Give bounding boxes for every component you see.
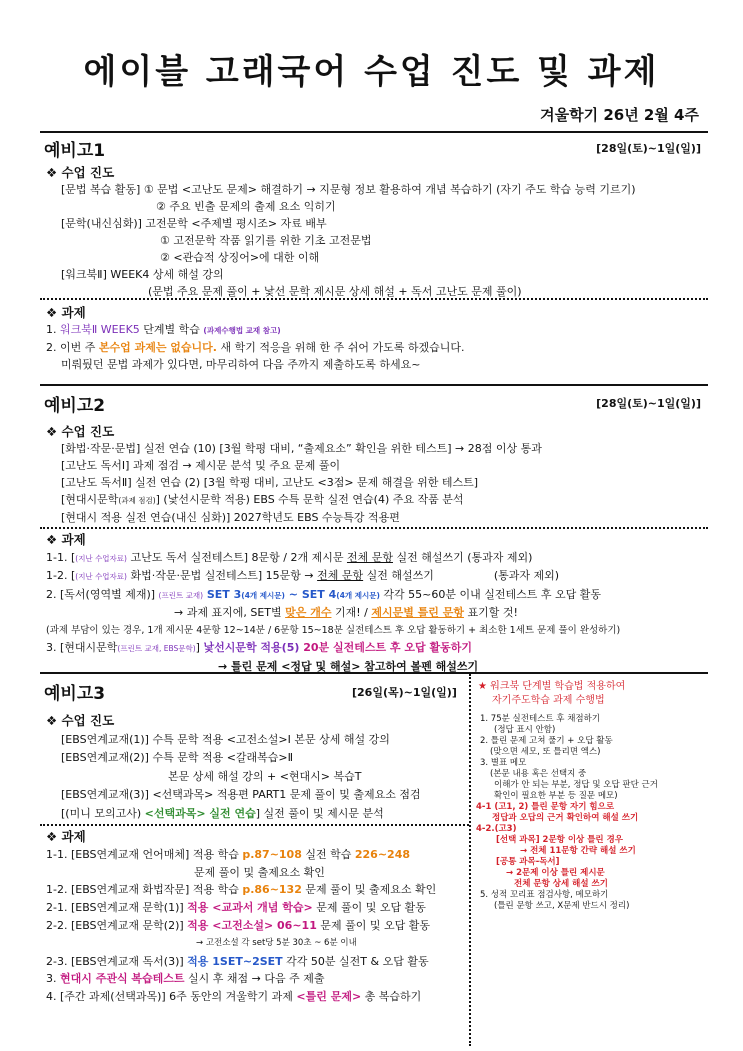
dotted-divider bbox=[40, 824, 469, 826]
side-line: (틀린 문항 쓰고, X문제 반드시 정리) bbox=[494, 901, 630, 911]
side-heading bbox=[478, 680, 625, 708]
progress-heading: ❖ 수업 진도 bbox=[46, 424, 115, 439]
side-list bbox=[476, 714, 658, 912]
homework-line: 3. 현대시 주관식 복습테스트 실시 후 채점 → 다음 주 제출 bbox=[46, 972, 325, 986]
side-heading-line: 자기주도학습 과제 수행법 bbox=[492, 695, 605, 706]
section-title: 예비고1 bbox=[44, 141, 106, 161]
homework-line: 1-1. [(지난 수업자료) 고난도 독서 실전테스트] 8문항 / 2개 제시문 전체 문항 실전 해설쓰기 (통과자 제외) bbox=[46, 550, 533, 564]
progress-heading: ❖ 수업 진도 bbox=[46, 165, 115, 180]
homework-line: → 틀린 문제 <정답 및 해설> 참고하여 볼펜 해설쓰기 bbox=[218, 659, 479, 673]
progress-line: ② <관습적 상징어>에 대한 이해 bbox=[160, 251, 320, 264]
side-line: (정답 표시 안함) bbox=[494, 725, 556, 735]
side-line: 이해가 안 되는 부분, 정답 및 오답 판단 근거 bbox=[494, 780, 658, 790]
homework-line: 1-2. [EBS연계교재 화법작문] 적용 학습 p.86~132 문제 풀이 및 출제요소 확인 bbox=[46, 883, 437, 897]
homework-heading: ❖ 과제 bbox=[46, 532, 86, 547]
side-line: 2. 틀린 문제 고쳐 풀기 + 오답 활동 bbox=[480, 736, 613, 746]
progress-line: [문법 복습 활동] ① 문법 <고난도 문제> 해결하기 → 지문형 정보 활용하여 개념 복습하기 (자기 주도 학습 능력 기르기) bbox=[61, 183, 636, 196]
side-line: → 전체 11문항 간략 해설 쓰기 bbox=[520, 846, 636, 856]
homework-line: 미뤄뒀던 문법 과제가 있다면, 마무리하여 다음 주까지 제출하도록 하세요~ bbox=[61, 358, 421, 371]
side-line: [공통 과목-독서] bbox=[496, 857, 560, 867]
section-date: [26일(목)~1일(일)] bbox=[352, 686, 457, 699]
homework-line: 2. [독서(영역별 제재)] (프린트 교재) SET 3(4개 제시문) ~ SET 4(4개 제시문) 각각 55~60분 이내 실전테스트 후 오답 활동 bbox=[46, 587, 602, 601]
progress-line: [화법·작문·문법] 실전 연습 (10) [3월 학평 대비, “출제요소” 확인을 위한 테스트] → 28점 이상 통과 bbox=[61, 442, 542, 455]
side-line: → 2문제 이상 틀린 제시문 bbox=[506, 868, 605, 878]
side-line: (맞으면 세모, 또 틀리면 엑스) bbox=[490, 747, 601, 757]
side-line: [선택 과목] 2문항 이상 틀린 경우 bbox=[496, 835, 624, 845]
section-title: 예비고3 bbox=[44, 684, 106, 704]
side-heading-line: ★ 워크북 단계별 학습법 적용하여 bbox=[478, 681, 626, 692]
homework-line: (과제 부담이 있는 경우, 1개 제시문 4문항 12~14분 / 6문항 15~18분 실전테스트 후 오답 활동하기 + 최소한 1세트 문제 풀이 완성하기) bbox=[46, 624, 621, 636]
homework-line: 1-1. [EBS연계교재 언어매체] 적용 학습 p.87~108 실전 학습 226~248 bbox=[46, 847, 411, 861]
progress-line: ② 주요 빈출 문제의 출제 요소 익히기 bbox=[156, 200, 336, 213]
progress-line: [워크북Ⅱ] WEEK4 상세 해설 강의 bbox=[61, 268, 224, 281]
homework-block bbox=[46, 828, 436, 1006]
progress-line: [EBS연계교재(3)] <선택과목> 적용편 PART1 문제 풀이 및 출제요소 점검 bbox=[61, 788, 421, 801]
homework-line: → 과제 표지에, SET별 맞은 개수 기재! / 제시문별 틀린 문항 표기할 것! bbox=[174, 606, 518, 619]
section-divider bbox=[40, 672, 708, 674]
progress-line: [현대시문학(과제 점검)] (낯선시문학 적용) EBS 수특 문학 실전 연습(4) 주요 작품 분석 bbox=[61, 493, 464, 506]
section-divider bbox=[40, 131, 708, 133]
side-line: 4-1 (고1, 2) 틀린 문항 자기 힘으로 bbox=[476, 802, 615, 812]
progress-block bbox=[46, 712, 421, 823]
homework-line: 3. [현대시문학(프린트 교재, EBS문학)] 낯선시문학 적용(5) 20분 실전테스트 후 오답 활동하기 bbox=[46, 641, 472, 654]
homework-line: 2-1. [EBS연계교재 문학(1)] 적용 <교과서 개념 학습> 문제 풀이 및 오답 활동 bbox=[46, 901, 426, 915]
section-title: 예비고2 bbox=[44, 396, 106, 416]
progress-line: [고난도 독서Ⅱ] 실전 연습 (2) [3월 학평 대비, 고난도 <3점> 문제 해결을 위한 테스트] bbox=[61, 476, 479, 489]
progress-line: [(미니 모의고사) <선택과목> 실전 연습] 실전 풀이 및 제시문 분석 bbox=[61, 806, 384, 820]
progress-line: [EBS연계교재(1)] 수특 문학 적용 <고전소설>Ⅰ 본문 상세 해설 강의 bbox=[61, 732, 390, 746]
page-title: 에이블 고래국어 수업 진도 및 과제 bbox=[83, 52, 660, 92]
progress-block bbox=[46, 164, 636, 300]
dotted-divider bbox=[40, 527, 708, 529]
progress-line: ① 고전문학 작품 읽기를 위한 기초 고전문법 bbox=[160, 234, 372, 247]
side-line: 4-2.(고3) bbox=[476, 824, 517, 834]
side-line: 5. 성적 꼬리표 점검사항, 메모하기 bbox=[480, 890, 609, 900]
side-line: 확인이 필요한 부분 등 질문 메모) bbox=[494, 791, 618, 801]
progress-line: [EBS연계교재(2)] 수특 문학 적용 <갈래복습>Ⅱ bbox=[61, 751, 294, 764]
side-line: 전체 문항 상세 해설 쓰기 bbox=[514, 879, 608, 889]
dotted-divider bbox=[40, 298, 708, 300]
homework-line: 1-2. [(지난 수업자료) 화법·작문·문법 실전테스트] 15문항 → 전체 문항 실전 해설쓰기 (통과자 제외) bbox=[46, 569, 560, 582]
side-line: 1. 75분 실전테스트 후 채점하기 bbox=[480, 714, 601, 724]
homework-block bbox=[46, 531, 620, 675]
progress-line: [현대시 적용 실전 연습(내신 심화)] 2027학년도 EBS 수능특강 적용편 bbox=[61, 511, 400, 524]
progress-line: (문법 주요 문제 풀이 + 낯선 문학 제시문 상세 해설 + 독서 고난도 문제 풀이) bbox=[148, 285, 522, 298]
section-divider bbox=[40, 384, 708, 386]
section-date: [28일(토)~1일(일)] bbox=[596, 142, 701, 155]
side-line: 3. 별표 메모 bbox=[480, 758, 527, 768]
progress-block bbox=[46, 423, 542, 526]
side-line: 정답과 오답의 근거 확인하여 해설 쓰기 bbox=[492, 813, 639, 823]
homework-line: 1. 워크북Ⅱ WEEK5 단계별 학습 (과제수행법 교재 참고) bbox=[46, 323, 281, 336]
homework-line: 2. 이번 주 본수업 과제는 없습니다. 새 학기 적응을 위해 한 주 쉬어 가도록 하겠습니다. bbox=[46, 341, 465, 354]
homework-block bbox=[46, 304, 464, 373]
homework-line: → 고전소설 각 set당 5분 30초 ~ 6분 이내 bbox=[196, 937, 357, 948]
side-line: (본문 내용 혹은 선택지 중 bbox=[490, 769, 587, 779]
homework-line: 4. [주간 과제(선택과목)] 6주 동안의 겨울학기 과제 <틀린 문제> 총 복습하기 bbox=[46, 990, 422, 1004]
section-date: [28일(토)~1일(일)] bbox=[596, 397, 701, 410]
column-divider bbox=[469, 674, 471, 1046]
progress-line: [고난도 독서Ⅰ] 과제 점검 → 제시문 분석 및 주요 문제 풀이 bbox=[61, 459, 341, 472]
homework-heading: ❖ 과제 bbox=[46, 829, 86, 844]
progress-heading: ❖ 수업 진도 bbox=[46, 713, 115, 728]
progress-line: [문학(내신심화)] 고전문학 <주제별 평시조> 자료 배부 bbox=[61, 217, 327, 230]
progress-line: 본문 상세 해설 강의 + <현대시> 복습T bbox=[168, 769, 362, 783]
homework-line: 2-2. [EBS연계교재 문학(2)] 적용 <고전소설> 06~11 문제 풀이 및 오답 활동 bbox=[46, 918, 430, 932]
homework-line: 2-3. [EBS연계교재 독서(3)] 적용 1SET~2SET 각각 50분 실전T & 오답 활동 bbox=[46, 954, 429, 968]
homework-heading: ❖ 과제 bbox=[46, 305, 86, 320]
page-subtitle: 겨울학기 26년 2월 4주 bbox=[540, 106, 699, 124]
homework-line: 문제 풀이 및 출제요소 확인 bbox=[194, 865, 325, 879]
